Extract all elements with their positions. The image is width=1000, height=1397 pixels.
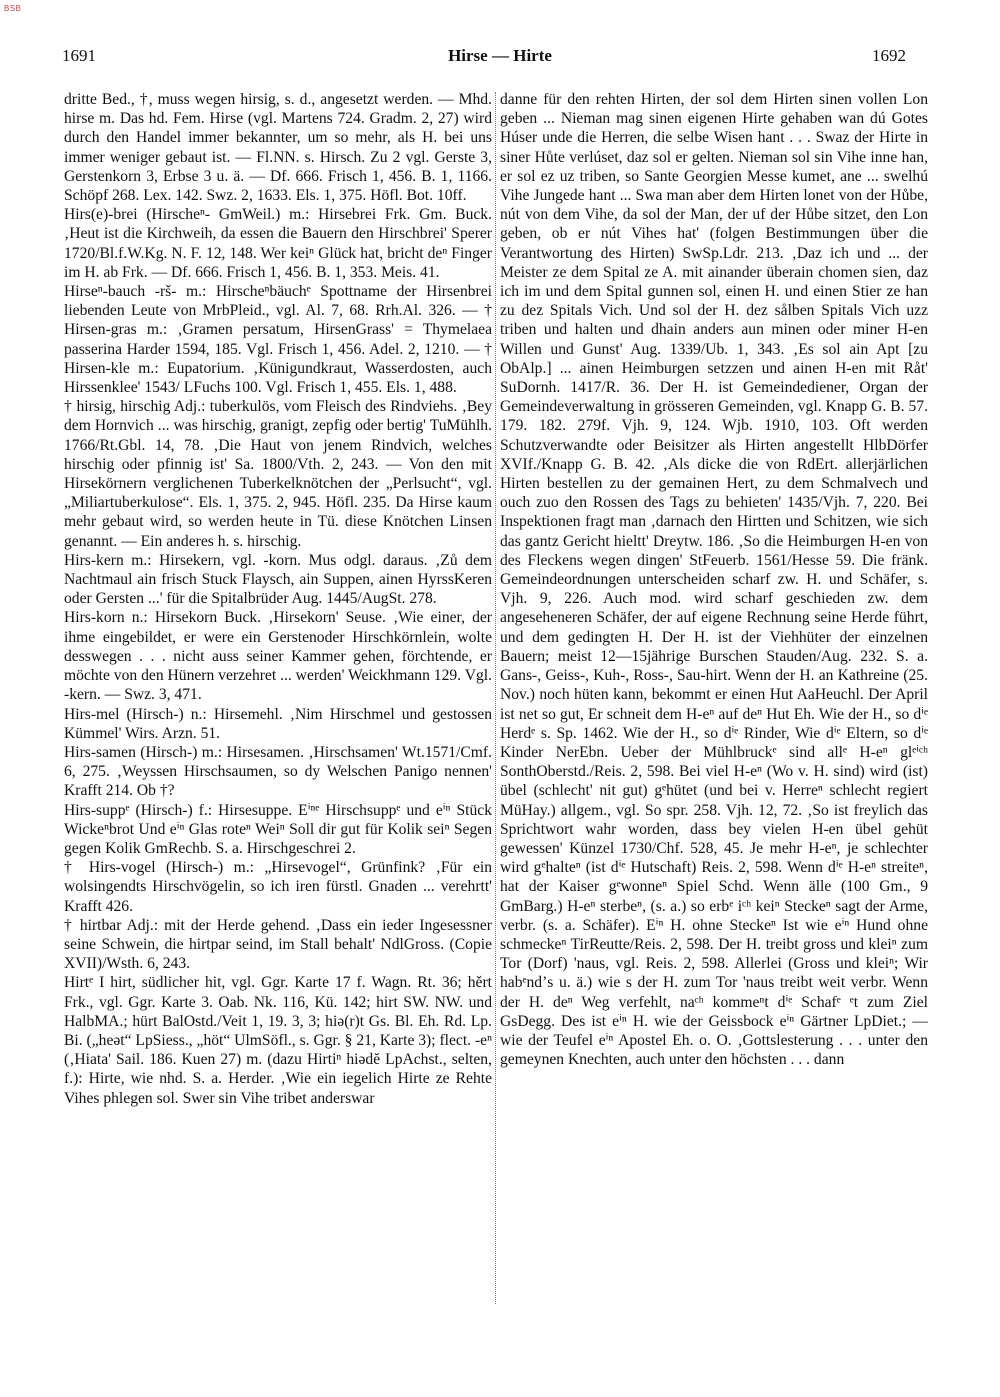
entry-hirsenbauch: Hirseⁿ-bauch -rš- m.: Hirscheⁿbäuchᵉ Spottname der Hirsenbrei liebenden Leute von MrbPleid., vgl. Al. 7, 68. Rrh.Al. 326. — † Hirsen-gras m.: ‚Gramen persatum, HirsenGrass' = Thymelaea passerina Harder 1594, 185. Vgl. Frisch 1, 456. Adel. 2, 1210. — † Hirsen-kle m.: Eupatorium. ‚Künigundkraut, Wasserdosten, auch Hirssenklee' 1543/ LFuchs 100. Vgl. Frisch 1, 455. Els. 1, 488. [64, 283, 492, 397]
text-column-left [64, 90, 492, 1108]
running-title: Hirse — Hirte [448, 46, 552, 65]
entry-hirsbrei: Hirs(e)-brei (Hirscheⁿ- GmWeil.) m.: Hirsebrei Frk. Gm. Buck. ‚Heut ist die Kirchweih, da essen die Bauern den Hirschbrei' Sperer 1720/Bl.f.W.Kg. N. F. 12, 148. Wer keiⁿ Glück hat, bricht deⁿ Finger im H. ab Frk. — Df. 666. Frisch 1, 456. B. 1, 353. Meis. 41. [64, 206, 492, 281]
page-number-right: 1692 [872, 46, 906, 65]
library-stamp: BSB [4, 4, 22, 13]
entry-hirskern: Hirs-kern m.: Hirsekern, vgl. -korn. Mus odgl. daraus. ‚Zů dem Nachtmaul ain frisch Stuck Flaysch, ain Suppen, ainen HyrssKeren oder Gersten ...' für die Spitalbrüder Aug. 1445/AugSt. 278. [64, 551, 492, 608]
entry-hirssuppe: Hirs-suppᵉ (Hirsch-) f.: Hirsesuppe. Eⁱⁿᵉ Hirschsuppᵉ und eⁱⁿ Stück Wickeⁿbrot Und eⁱⁿ Glas roteⁿ Weiⁿ Soll dir gut für Kolik seiⁿ Segen gegen Kolik GmRechb. S. a. Hirschgeschrei 2. [64, 801, 492, 857]
page-number-left: 1691 [62, 46, 96, 65]
paragraph: danne für den rehten Hirten, der sol dem Hirten sinen vollen Lon geben ... Nieman mag sinen eigenen Hirte gehaben wan dú Gotes Húser unde die Herren, die selbe Wisen hant . . . Swaz der Hirte in siner Hůte verlúset, daz sol er gelten. Nieman sol sin Vihe inne han, er sol ez uz triben, so Sante Georgien Messe kumet, ane ... swelhú Vihe Jungede hant ... Swa man aber dem Hirten lonet von der Hůbe, nút von dem Vihe, da sol der Man, der uf der Hůbe sitzet, den Lon geben, ob er nút Vihes hat' (folgen Bestimmungen über die Verantwortung des Hirten) SwSp.Ldr. 213. ‚Daz ich und ... der Meister ze dem Spital ze A. mit ainander überain chomen sien, daz ich im und dem Spital gunnen sol, einen H. und einen Stier ze han zu dez Spitals Vich. Und sol der H. dez sålben Spitals Vich uzz triben und halten und dhain anders aun minen oder miner H-en Willen und Gunst' Aug. 1339/Ub. 1, 343. ‚Es sol ain Apt [zu ObAlp.] ... ainen Heimburgen setzzen und ainen H-en mit Råt' SuDornh. 1417/R. 36. Der H. ist Gemeindediener, Organ der Gemeindeverwaltung in grösseren Gemeinden, vgl. Knapp G. B. 57. 179. 182. 279f. Vjh. 9, 124. Wjb. 1910, 103. Oft werden Schutzverwandte oder Beisitzer als Hirten angestellt HlbDörfer XVIf./Knapp G. B. 42. ‚Als dicke die von RdErt. allerjärlichen Hirten bestellen zu der gemainen Hert, zu dem Schmalvech und ouch zuo den Rossen des Tags zu behieten' 1435/Vjh. 7, 220. Bei Inspektionen fragt man ‚darnach den Hirtten und Schitzen, wie sich das gantz Gericht hieltt' Dreytw. 186. ‚So die Heimburgen H-en von des Fleckens wegen dingen' StFeuerb. 1561/Hesse 59. Die fränk. Gemeindeordnungen unterscheiden scharf zw. H. und Schäfer, s. Vjh. 9, 226. Auch mod. wird scharf geschieden zw. dem angeseheneren Schäfer, der auf eigene Rechnung seine Herde führt, und dem gedingten H. Der H. ist der Viehhüter der einzelnen Bauern; meist 12—15jährige Burschen Stauden/Aug. 232. S. a. Gans-, Geiss-, Kuh-, Ross-, Sau-hirt. Wenn der H. an Kathreine (25. Nov.) noch hüten kann, bekommt er einen Hut AaHeuchl. Der April ist net so gut, Er schneit dem H-eⁿ auf deⁿ Hut Eh. Wie der H., so dⁱᵉ Herdᵉ s. Sp. 1462. Wie der H., so dⁱᵉ Rinder, Wie dⁱᵉ Eltern, so dⁱᵉ Kinder NerEbn. Ueber der Mühlbruckᵉ sind allᵉ H-eⁿ glᵉⁱᶜʰ SonthOberstd./Reis. 2, 598. Bei viel H-eⁿ (Wo v. H. sind) wird (ist) übel (schlecht' nit gut) gᵉhütet (und bei v. Herreⁿ schlecht regiert MüHay.) allgem., vgl. So spr. 258. Vjh. 12, 72. ‚So ist freylich das Sprichtwort wahr worden, dass bey vielen H-en übel gehüt gewessen' Künzel 1730/Chf. 528, 45. Je mehr H-eⁿ, je schlechter wird gᵉhalteⁿ (ist dⁱᵉ Hutschaft) Reis. 2, 598. Wenn dⁱᵉ H-eⁿ streiteⁿ, hat der Kaiser gᵉwonneⁿ Spiel Schd. Wenn älle (100 Gm., 9 GmBarg.) H-eⁿ sterbeⁿ, (s. a.) so erbᵉ iᶜʰ keiⁿ Steckeⁿ sagt der Arme, verbr. (s. a. Schäfer). Eⁱⁿ H. ohne Steckeⁿ Ist wie eⁱⁿ Hund ohne schmeckeⁿ TirReutte/Reis. 2, 598. Der H. treibt gross und kleiⁿ zum Tor (Dorf) 'naus, vgl. Reis. 2, 598. Allerlei (Gross und kleiⁿ; Wir habᵉndʼs u. ä.) wie s der H. zum Tor 'naus treibt weit verbr. Wenn der H. deⁿ Weg verfehlt, naᶜʰ kommeⁿt dⁱᵉ Schafᵉ ᵉt zum Ziel GsDegg. Des ist eⁱⁿ H. wie der Geissbock eⁱⁿ Gärtner LpDiet.; — wie der Teufel eⁱⁿ Apostel Eh. o. O. ‚Gottslesterung . . . unter den gemeynen Knechten, auch unter den höchsten . . . dann [500, 91, 928, 1069]
entry-hirtbar: † hirtbar Adj.: mit der Herde gehend. ‚Dass ein ieder Ingesessner seine Schwein, die hirtpar seind, im Stall behalt' NdlGross. (Copie XVII)/Wsth. 6, 243. [64, 916, 492, 973]
column-divider [495, 92, 496, 1304]
entry-hirsmel: Hirs-mel (Hirsch-) n.: Hirsemehl. ‚Nim Hirschmel und gestossen Kümmel' Wirs. Arzn. 51. [64, 705, 492, 742]
paragraph: dritte Bed., †, muss wegen hirsig, s. d., angesetzt werden. — Mhd. hirse m. Das hd. Fem. Hirse (vgl. Martens 724. Gradm. 2, 27) wird durch den Handel immer bekannter, um so mehr, als H. bei uns immer weniger gebaut ist. — Fl.NN. s. Hirsch. Zu 2 vgl. Gerste 3, Gerstenkorn 3, Erbse 3 u. ä. — Df. 666. Frisch 1, 456. B. 1, 1166. Schöpf 268. Lex. 142. Swz. 2, 1633. Els. 1, 375. Höfl. Bot. 10ff. [64, 91, 492, 205]
text-column-right [500, 90, 928, 1069]
entry-hirssamen: Hirs-samen (Hirsch-) m.: Hirsesamen. ‚Hirschsamen' Wt.1571/Cmf. 6, 275. ‚Weyssen Hirschsaumen, so dy Welschen Panigo nennen' Krafft 214. Ob †? [64, 743, 492, 800]
entry-hirte: Hirtᵉ I hirt, südlicher hit, vgl. Ggr. Karte 17 f. Wagn. Rt. 36; hěrt Frk., vgl. Ggr. Karte 3. Oab. Nk. 116, Kü. 142; hirt SW. NW. und HalbMA.; hürt BalOstd./Veit 1, 19. 3, 3; hiə(r)t Gs. Bl. Eh. Rd. Lp. Bi. („heət“ LpSiess., „höt“ UlmSöfl., s. Ggr. § 21, Karte 3); flect. -eⁿ (‚Hiata' Sail. 186. Kuen 27) m. (dazu Hirtiⁿ hiədĕ LpAchst., selten, f.): Hirte, wie nhd. S. a. Herder. ‚Wie ein iegelich Hirte ze Rehte Vihes phlegen sol. Swer sin Vihe tribet anderswar [64, 974, 493, 1107]
entry-hirskorn: Hirs-korn n.: Hirsekorn Buck. ‚Hirsekorn' Seuse. ‚Wie einer, der ihme eingebildet, er were ein Gerstenoder Hirschkörnlein, wolte desswegen . . . nicht auss seiner Kammer gehen, förchtende, er möchte von den Hünern verzehret ... werden' Weickhmann 129. Vgl. -kern. — Swz. 3, 471. [64, 609, 492, 704]
entry-hirsig: † hirsig, hirschig Adj.: tuberkulös, vom Fleisch des Rindviehs. ‚Bey dem Hornvich ... was hirschig, granigt, zepfig oder bertig' TuMühlh. 1766/Rt.Gbl. 14, 78. ‚Die Haut von jenem Rindvich, welches hirschig oder pfinnig ist' Sa. 1800/Vth. 2, 243. — Von den mit Hirsekörnern verglichenen Tuberkelknötchen der „Perlsucht“, vgl. „Miliartuberkulose“. Els. 1, 375. 2, 945. Höfl. 235. Da Hirse kaum mehr gebaut wird, so werden heute in Tü. diese Knötchen Linsen genannt. — Ein anderes h. s. hirschig. [64, 398, 492, 550]
entry-hirsvogel: † Hirs-vogel (Hirsch-) m.: „Hirsevogel“, Grünfink? ‚Für ein wolsingendts Hirschvögelin, so ich iren fürstl. Gnaden ... verehrtt' Krafft 426. [64, 859, 492, 915]
